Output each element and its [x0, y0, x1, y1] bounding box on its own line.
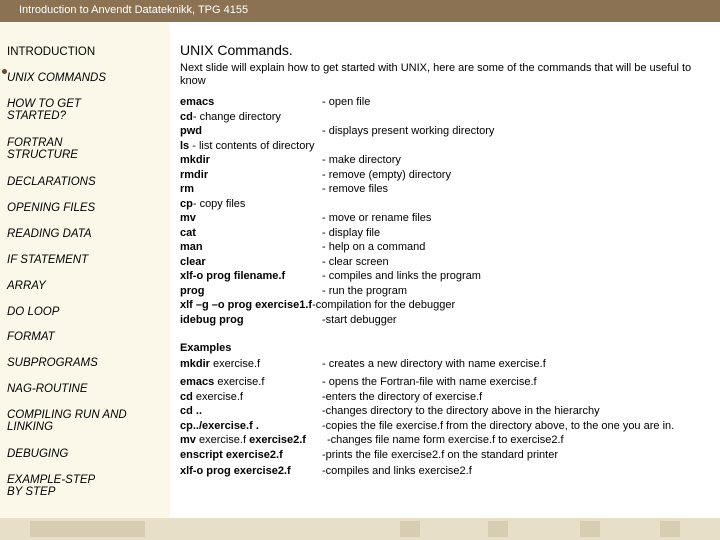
sidebar-item-if-statement[interactable]: IF STATEMENT — [7, 254, 89, 266]
example-description: - opens the Fortran-file with name exercise.f — [322, 376, 537, 388]
command-name: clear — [180, 256, 206, 268]
sidebar-nav — [0, 22, 170, 518]
sidebar-item-debuging[interactable]: DEBUGING — [7, 448, 69, 460]
intro-text: Next slide will explain how to get started with UNIX, here are some of the commands that will be useful to know — [180, 62, 692, 87]
example-command: mv exercise.f exercise2.f — [180, 434, 306, 446]
command-name: emacs — [180, 96, 215, 108]
footer-logo-icon — [488, 521, 508, 537]
command-name: idebug prog — [180, 314, 244, 326]
footer-bar — [0, 518, 720, 540]
example-command: xlf-o prog exercise2.f — [180, 465, 291, 477]
example-description: -prints the file exercise2.f on the standard printer — [322, 449, 559, 461]
example-command: cp../exercise.f . — [180, 420, 259, 432]
command-description: - remove files — [322, 183, 389, 195]
example-description: -compiles and links exercise2.f — [322, 465, 472, 477]
command-description: - remove (empty) directory — [322, 169, 451, 181]
command-name: pwd — [180, 125, 202, 137]
command-description: - compiles and links the program — [322, 270, 481, 282]
command-description: - open file — [322, 96, 371, 108]
sidebar-item-introduction[interactable]: INTRODUCTION — [7, 46, 96, 58]
presentation-title: Introduction to Anvendt Datateknikk, TPG 4155 — [19, 4, 249, 16]
sidebar-item-array[interactable]: ARRAY — [7, 280, 46, 292]
command-name: cat — [180, 227, 196, 239]
command-name: xlf –g –o prog exercise1.f-compilation for the debugger — [180, 299, 456, 311]
command-description: - displays present working directory — [322, 125, 495, 137]
example-description: -changes file name form exercise.f to exercise2.f — [327, 434, 564, 446]
example-command: emacs exercise.f — [180, 376, 265, 388]
command-name: ls - list contents of directory — [180, 140, 315, 152]
command-name: mkdir — [180, 154, 210, 166]
sidebar-item-how-to-get-started[interactable]: HOW TO GET STARTED? — [7, 98, 81, 122]
example-command: mkdir exercise.f — [180, 358, 261, 370]
sidebar-item-declarations[interactable]: DECLARATIONS — [7, 176, 96, 188]
command-name: cp- copy files — [180, 198, 246, 210]
sidebar-item-fortran-structure[interactable]: FORTRAN STRUCTURE — [7, 137, 78, 161]
sidebar-item-nag-routine[interactable]: NAG-ROUTINE — [7, 383, 88, 395]
example-command: cd exercise.f — [180, 391, 243, 403]
footer-logo-icon — [30, 521, 145, 537]
command-description: - help on a command — [322, 241, 426, 253]
command-description: - make directory — [322, 154, 401, 166]
command-name: mv — [180, 212, 196, 224]
command-description: - display file — [322, 227, 381, 239]
sidebar-item-subprograms[interactable]: SUBPROGRAMS — [7, 357, 98, 369]
page-title: UNIX Commands. — [180, 42, 293, 58]
footer-logo-icon — [580, 521, 600, 537]
footer-logo-icon — [400, 521, 420, 537]
command-description: - run the program — [322, 285, 407, 297]
title-bar — [0, 0, 720, 22]
example-description: -changes directory to the directory above in the hierarchy — [322, 405, 600, 417]
command-description: - clear screen — [322, 256, 389, 268]
sidebar-item-unix-commands[interactable]: UNIX COMMANDS — [7, 72, 107, 84]
example-description: -copies the file exercise.f from the directory above, to the one you are in. — [322, 420, 675, 432]
command-name: prog — [180, 285, 205, 297]
example-description: - creates a new directory with name exercise.f — [322, 358, 546, 370]
sidebar-item-example-step-by-step[interactable]: EXAMPLE-STEP BY STEP — [7, 474, 95, 498]
command-name: xlf-o prog filename.f — [180, 270, 286, 282]
sidebar-item-opening-files[interactable]: OPENING FILES — [7, 202, 96, 214]
command-description: - move or rename files — [322, 212, 432, 224]
example-command: cd .. — [180, 405, 203, 417]
sidebar-item-compiling-run-and-linking[interactable]: COMPILING RUN AND LINKING — [7, 409, 127, 433]
command-description: -start debugger — [322, 314, 397, 326]
example-command: enscript exercise2.f — [180, 449, 283, 461]
footer-logo-icon — [660, 521, 680, 537]
sidebar-item-format[interactable]: FORMAT — [7, 331, 55, 343]
command-name: cd- change directory — [180, 111, 281, 123]
command-name: man — [180, 241, 203, 253]
command-name: rm — [180, 183, 195, 195]
example-description: -enters the directory of exercise.f — [322, 391, 483, 403]
command-name: rmdir — [180, 169, 209, 181]
sidebar-item-do-loop[interactable]: DO LOOP — [7, 306, 60, 318]
examples-heading: Examples — [180, 342, 232, 354]
sidebar-item-reading-data[interactable]: READING DATA — [7, 228, 92, 240]
